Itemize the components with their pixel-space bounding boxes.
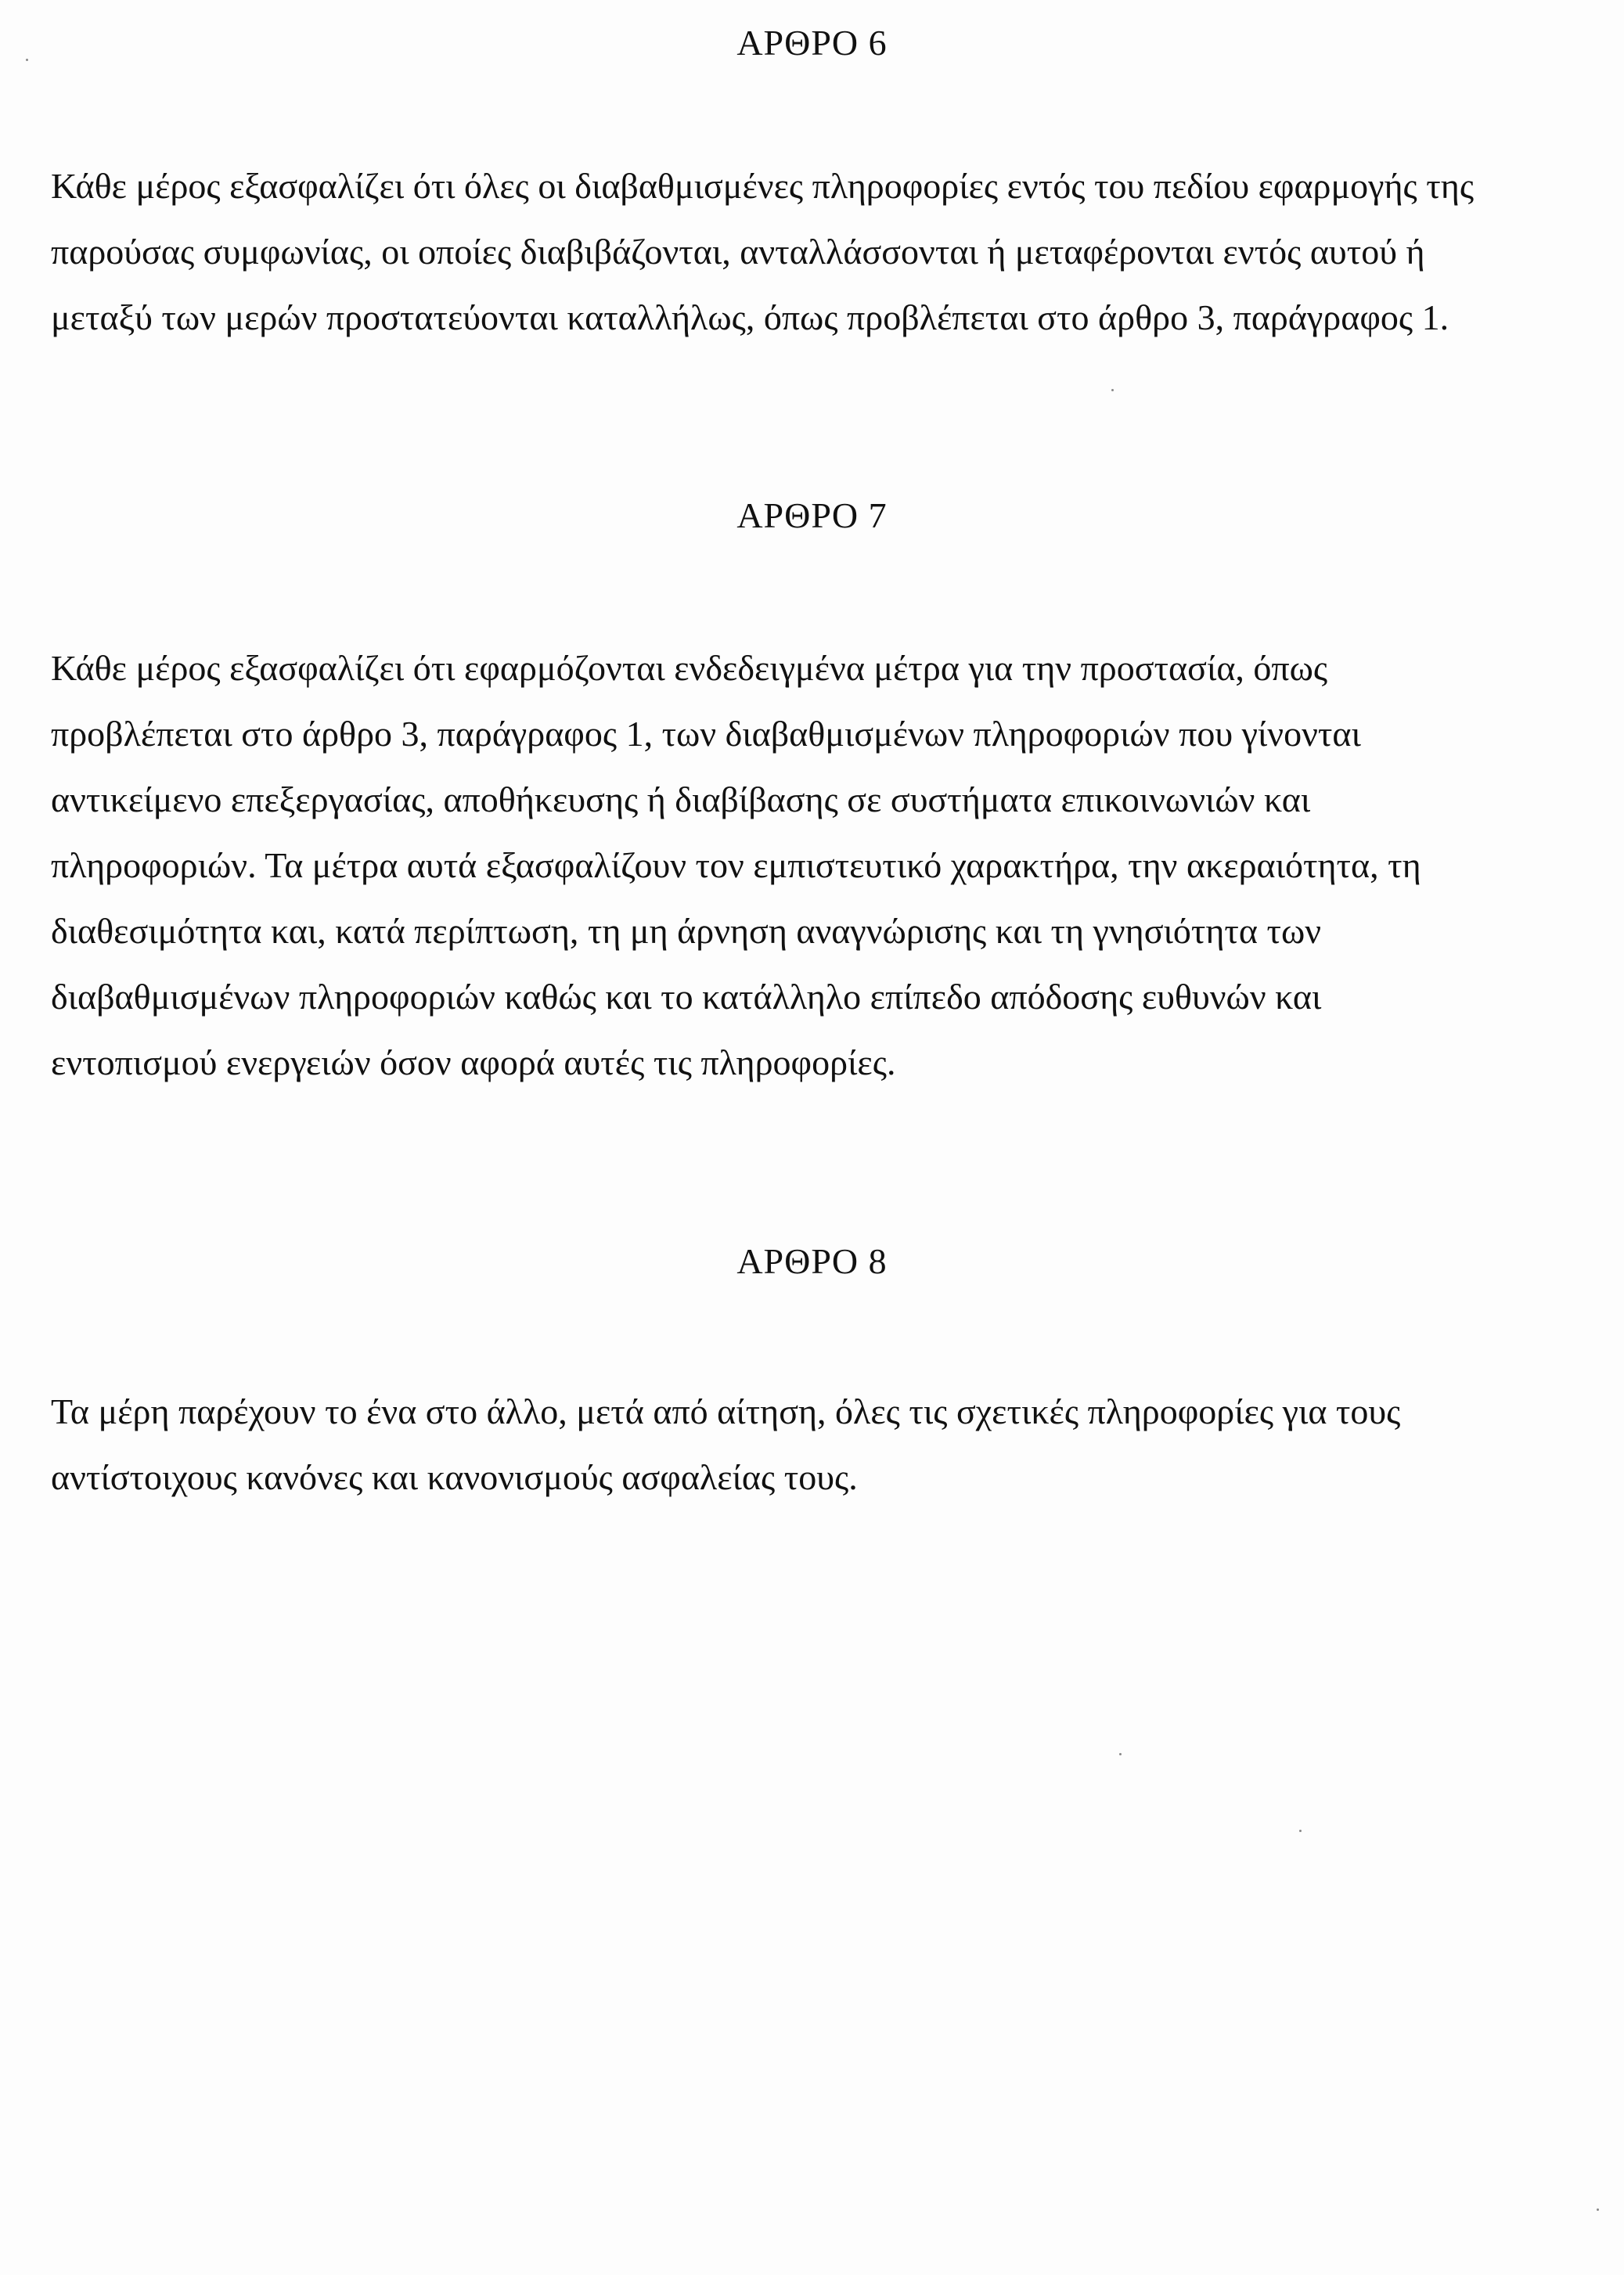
article-8-line: αντίστοιχους κανόνες και κανονισμούς ασφαλείας τους. [51,1457,858,1497]
article-7-line: Κάθε μέρος εξασφαλίζει ότι εφαρμόζονται ενδεδειγμένα μέτρα για την προστασία, όπως [51,648,1328,688]
article-7-line: διαθεσιμότητα και, κατά περίπτωση, τη μη άρνηση αναγνώρισης και τη γνησιότητα των [51,911,1322,951]
article-6-line: μεταξύ των μερών προστατεύονται καταλλήλως, όπως προβλέπεται στο άρθρο 3, παράγραφος 1. [51,297,1449,337]
scan-speck [1299,1830,1302,1832]
article-7-heading: ΑΡΘΡΟ 7 [736,495,888,535]
scan-speck [1119,1753,1122,1755]
article-8-heading: ΑΡΘΡΟ 8 [736,1241,888,1281]
article-7-body [51,635,1585,1096]
scan-speck [26,59,28,61]
article-8-body [51,1379,1585,1510]
article-6-heading: ΑΡΘΡΟ 6 [736,23,888,63]
article-6-body [51,153,1585,351]
article-7-line: διαβαθμισμένων πληροφοριών καθώς και το κατάλληλο επίπεδο απόδοσης ευθυνών και [51,977,1322,1017]
scan-speck [1111,389,1114,391]
article-6-line: Κάθε μέρος εξασφαλίζει ότι όλες οι διαβαθμισμένες πληροφορίες εντός του πεδίου εφαρμογής της [51,166,1475,206]
article-8-line: Τα μέρη παρέχουν το ένα στο άλλο, μετά από αίτηση, όλες τις σχετικές πληροφορίες για τους [51,1391,1401,1431]
article-6-line: παρούσας συμφωνίας, οι οποίες διαβιβάζονται, ανταλλάσσονται ή μεταφέρονται εντός αυτού ή [51,232,1425,272]
article-7-line: αντικείμενο επεξεργασίας, αποθήκευσης ή διαβίβασης σε συστήματα επικοινωνιών και [51,779,1311,819]
article-7-line: εντοπισμού ενεργειών όσον αφορά αυτές τις πληροφορίες. [51,1042,896,1082]
article-7-line: προβλέπεται στο άρθρο 3, παράγραφος 1, των διαβαθμισμένων πληροφοριών που γίνονται [51,714,1361,754]
article-7-line: πληροφοριών. Τα μέτρα αυτά εξασφαλίζουν τον εμπιστευτικό χαρακτήρα, την ακεραιότητα, τη [51,845,1421,885]
scan-speck [1597,2208,1599,2211]
